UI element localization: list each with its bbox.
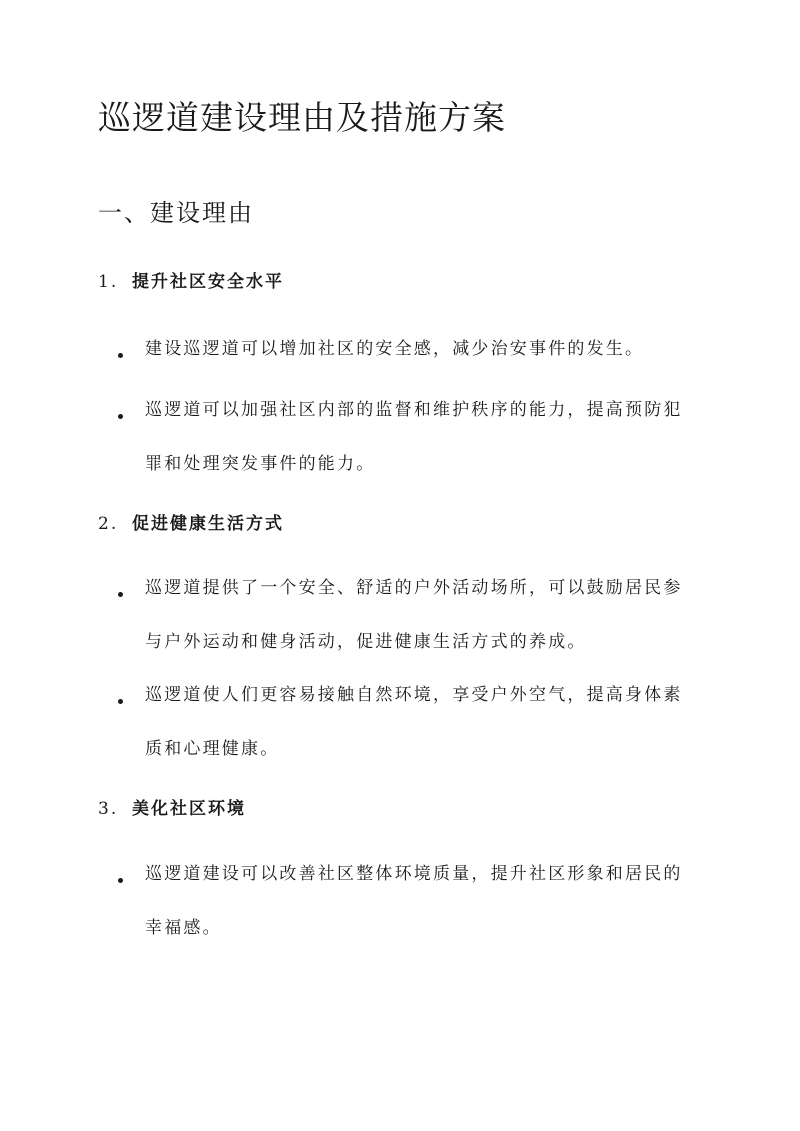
bullet-dot-icon	[118, 592, 123, 597]
subsection-number: 1.	[98, 272, 119, 292]
list-item	[118, 680, 698, 776]
bullet-dot-icon	[118, 699, 123, 704]
list-item-text: 建设巡逻道可以增加社区的安全感，减少治安事件的发生。	[145, 339, 645, 359]
list-item-text: 巡逻道可以加强社区内部的监督和维护秩序的能力，提高预防犯罪和处理突发事件的能力。	[145, 400, 683, 474]
list-item	[118, 573, 698, 669]
subsection-number: 2.	[98, 514, 119, 534]
list-item	[118, 859, 698, 955]
list-item	[118, 334, 698, 376]
bullet-dot-icon	[118, 353, 123, 358]
subsection-heading-1	[98, 268, 284, 296]
bullet-dot-icon	[118, 878, 123, 883]
bullet-dot-icon	[118, 414, 123, 419]
list-item-text: 巡逻道提供了一个安全、舒适的户外活动场所，可以鼓励居民参与户外运动和健身活动，促进健康生活方式的养成。	[145, 578, 683, 652]
subsection-title: 促进健康生活方式	[132, 514, 284, 534]
subsection-number: 3.	[98, 799, 119, 819]
list-item-text: 巡逻道使人们更容易接触自然环境，享受户外空气，提高身体素质和心理健康。	[145, 685, 683, 759]
document-title: 巡逻道建设理由及措施方案	[98, 98, 506, 137]
subsection-title: 提升社区安全水平	[132, 272, 284, 292]
list-item-text: 巡逻道建设可以改善社区整体环境质量，提升社区形象和居民的幸福感。	[145, 864, 683, 938]
subsection-heading-3	[98, 795, 246, 823]
subsection-title: 美化社区环境	[132, 799, 246, 819]
list-item	[118, 395, 698, 491]
subsection-heading-2	[98, 510, 284, 538]
section-heading-reasons: 一、建设理由	[98, 199, 254, 227]
